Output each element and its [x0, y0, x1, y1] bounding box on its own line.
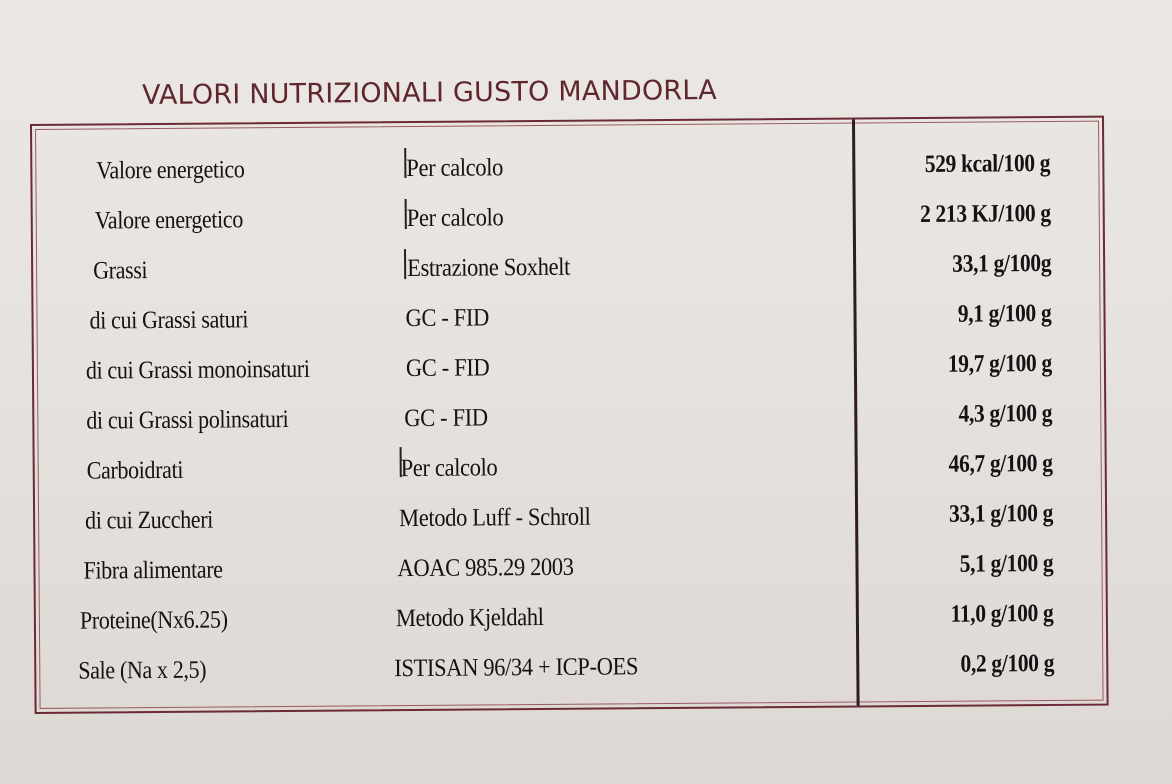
nutrient-name: di cui Grassi saturi [89, 306, 249, 335]
nutrient-value: 529 kcal/100 g [924, 149, 1051, 178]
analysis-method: Metodo Kjeldahl [395, 603, 544, 633]
nutrient-value: 5,1 g/100 g [959, 549, 1054, 578]
analysis-method: GC - FID [405, 304, 490, 333]
table-row [34, 394, 1104, 442]
table-row [33, 194, 1103, 242]
nutrient-value: 0,2 g/100 g [960, 649, 1055, 678]
table-row [33, 244, 1103, 292]
nutrient-value: 4,3 g/100 g [958, 399, 1053, 428]
table-row [36, 644, 1106, 692]
nutrient-name: Sale (Na x 2,5) [78, 656, 207, 685]
nutrient-value: 46,7 g/100 g [948, 449, 1053, 478]
table-row [36, 594, 1106, 642]
table-row [35, 544, 1105, 592]
nutrient-value: 33,1 g/100g [952, 249, 1052, 278]
table-row [34, 344, 1104, 392]
analysis-method: Per calcolo [406, 154, 504, 183]
nutrient-value: 2 213 KJ/100 g [919, 199, 1051, 229]
analysis-method: GC - FID [405, 354, 490, 383]
nutrient-value: 33,1 g/100 g [949, 499, 1054, 528]
table-row [35, 494, 1105, 542]
analysis-method: ISTISAN 96/34 + ICP-OES [394, 653, 639, 683]
nutrient-value: 19,7 g/100 g [947, 349, 1053, 378]
analysis-method: Metodo Luff - Schroll [399, 503, 591, 533]
nutrient-name: Fibra alimentare [83, 556, 223, 585]
nutrient-name: Proteine(Nx6.25) [79, 606, 228, 635]
nutrient-name: di cui Grassi monoinsaturi [85, 355, 310, 385]
analysis-method: Per calcolo [400, 454, 498, 483]
nutrient-name: di cui Zuccheri [85, 506, 214, 535]
analysis-method: GC - FID [404, 404, 488, 433]
nutrient-name: Grassi [93, 257, 148, 285]
nutrient-name: Valore energetico [96, 156, 245, 185]
nutrition-table [30, 116, 1109, 714]
table-row [33, 294, 1103, 342]
nutrient-name: Carboidrati [86, 456, 184, 485]
label-title: VALORI NUTRIZIONALI GUSTO MANDORLA [141, 74, 717, 111]
nutrient-value: 11,0 g/100 g [950, 599, 1054, 628]
analysis-method: AOAC 985.29 2003 [397, 553, 574, 583]
nutrient-name: Valore energetico [94, 206, 244, 235]
analysis-method: Estrazione Soxhelt [407, 253, 571, 283]
table-row [35, 444, 1105, 492]
analysis-method: Per calcolo [406, 204, 504, 233]
nutrient-name: di cui Grassi polinsaturi [86, 405, 289, 435]
table-row [32, 144, 1102, 192]
nutrient-value: 9,1 g/100 g [957, 299, 1052, 328]
